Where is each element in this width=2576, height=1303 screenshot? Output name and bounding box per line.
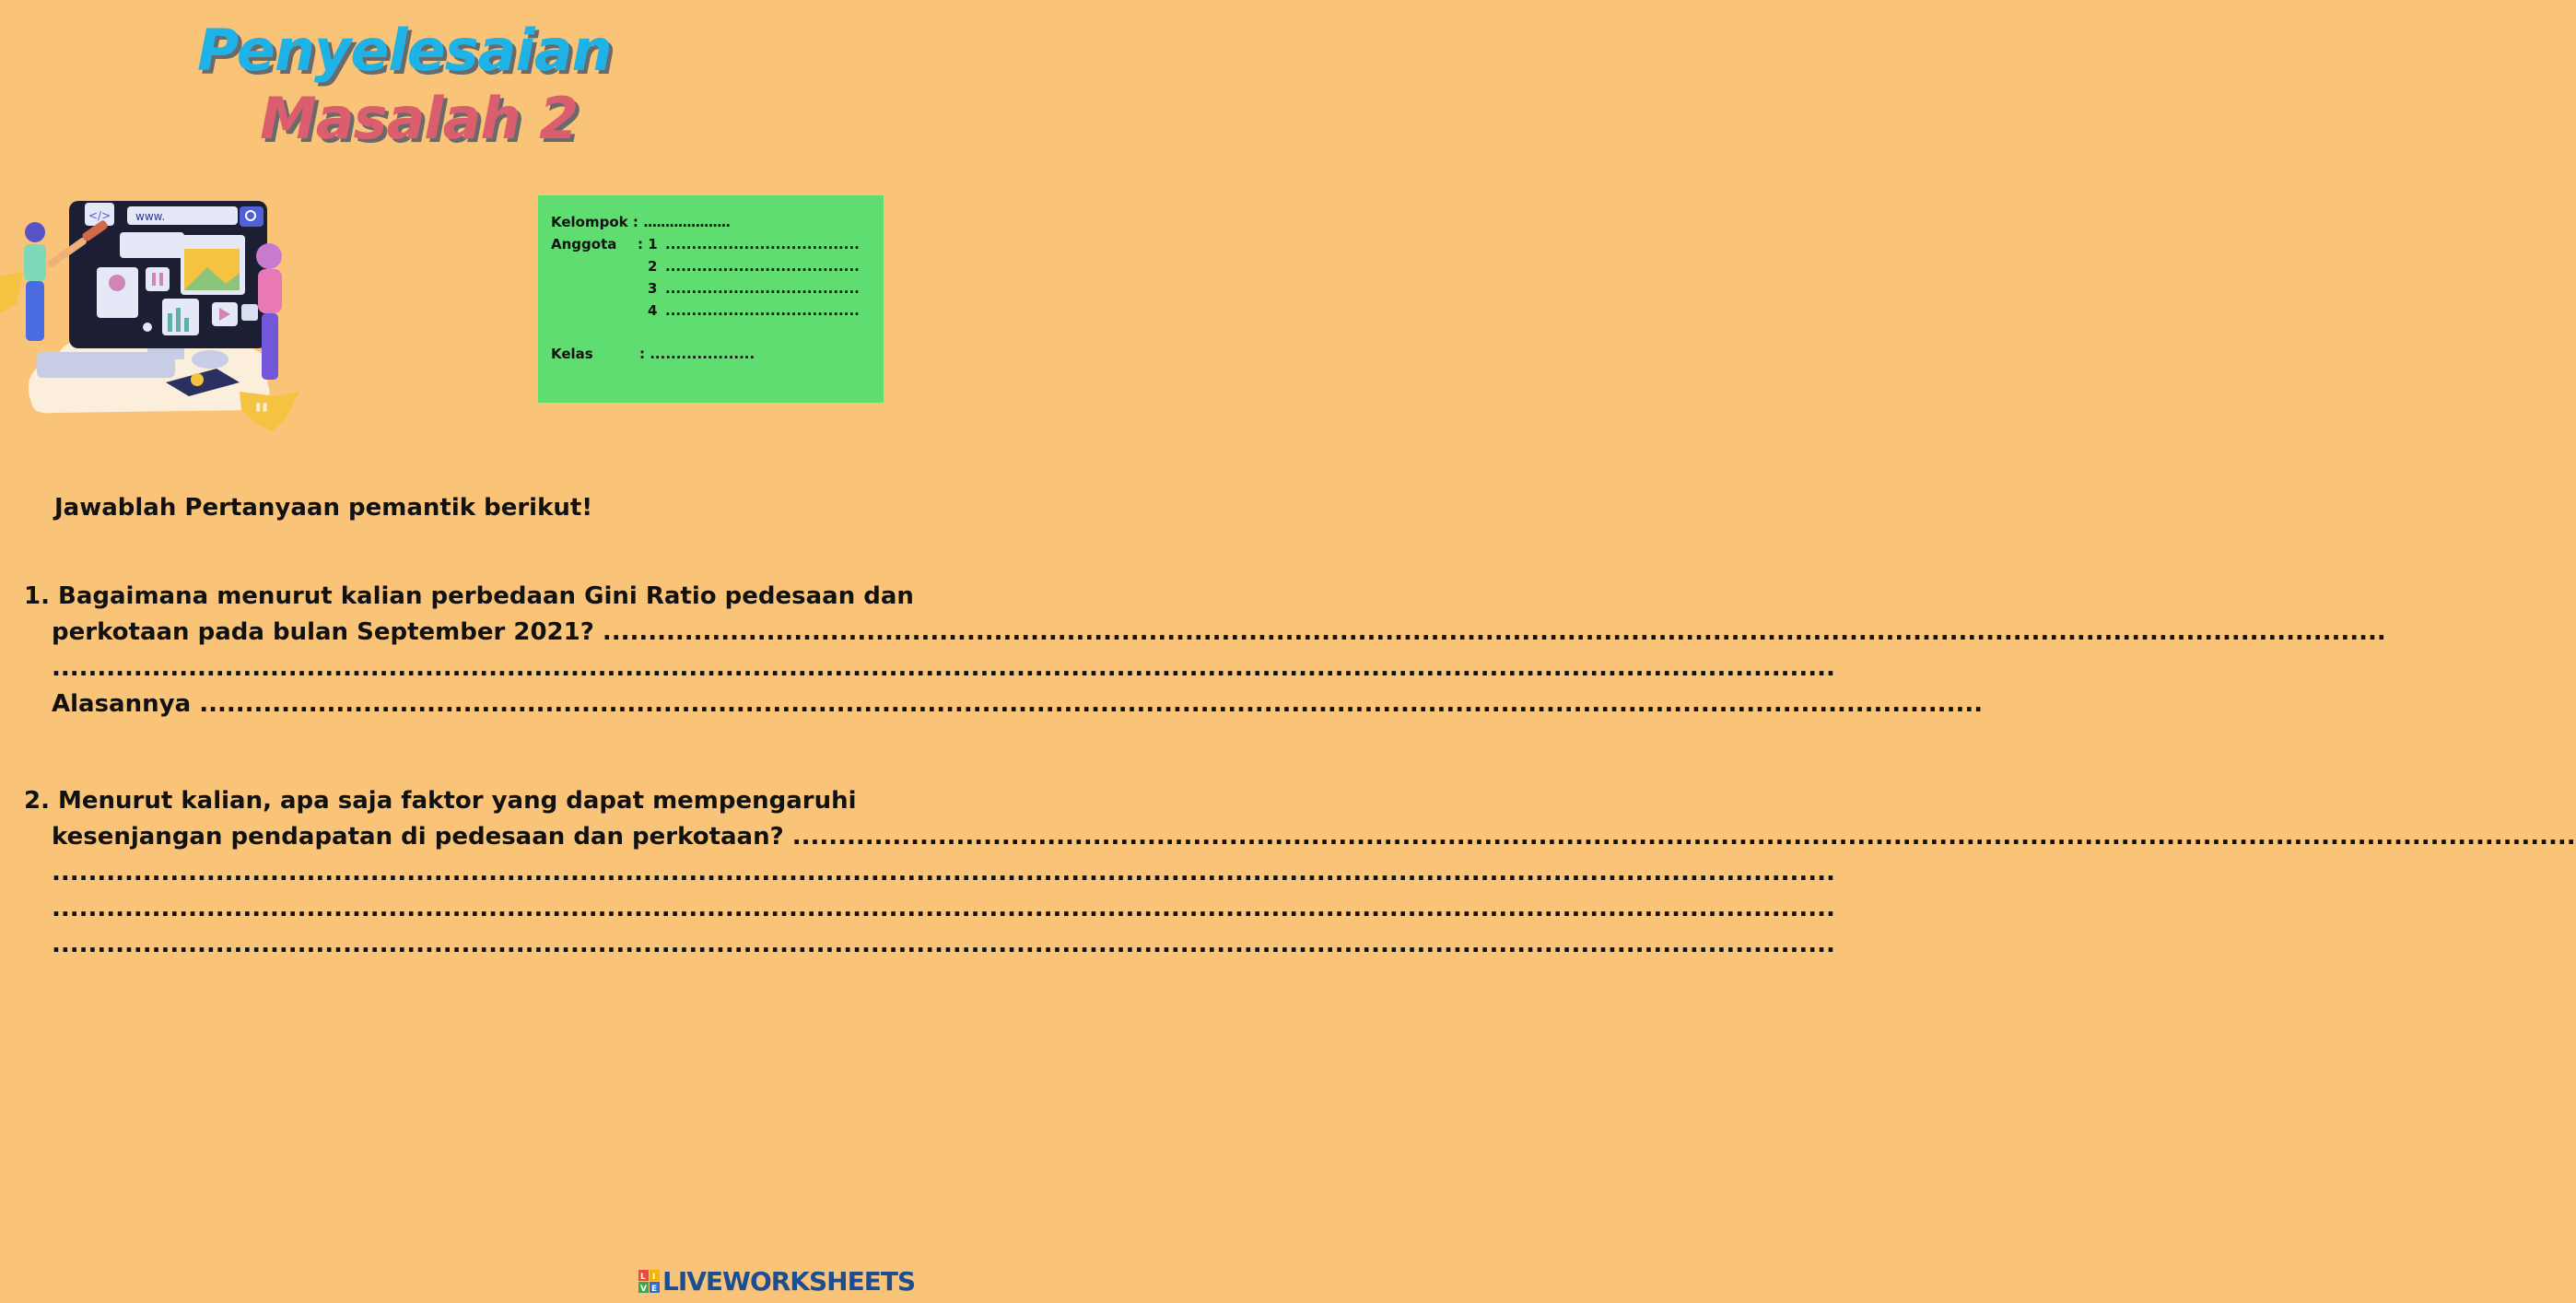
anggota-colon: : 1 <box>638 236 658 252</box>
question-1-text-line2: perkotaan pada bulan September 2021? <box>52 618 594 646</box>
member-field-1[interactable]: ..................................... <box>665 236 860 252</box>
svg-text:L: L <box>640 1273 646 1282</box>
kelompok-field[interactable]: .................... <box>643 214 731 230</box>
svg-text:V: V <box>640 1285 647 1294</box>
computer-design-illustration <box>0 184 313 442</box>
answer-2-field-c[interactable]: .................................................................................................................................................................................................... <box>52 895 1835 922</box>
answer-1-field-a[interactable]: .................................................................................................................................................................................................... <box>602 618 2386 646</box>
reason-1-line <box>52 690 1984 718</box>
answer-2-field-a[interactable]: .................................................................................................................................................................................................... <box>791 823 2576 851</box>
instruction-text: Jawablah Pertanyaan pemantik berikut! <box>54 494 593 522</box>
answer-2-field-b[interactable]: .................................................................................................................................................................................................... <box>52 859 1835 886</box>
member-number-2: 2 <box>648 258 658 275</box>
answer-2-line-d <box>52 931 1835 958</box>
kelompok-label: Kelompok : <box>551 214 638 230</box>
question-number-2: 2. <box>24 787 50 815</box>
page-subtitle: Masalah 2 <box>260 85 579 152</box>
anggota-label: Anggota <box>551 236 617 252</box>
svg-text:I: I <box>652 1273 656 1282</box>
member-field-2[interactable]: ..................................... <box>665 258 860 275</box>
question-number-1: 1. <box>24 582 50 610</box>
reason-label: Alasannya <box>52 690 192 718</box>
member-field-3[interactable]: ..................................... <box>665 280 860 297</box>
question-1-line2 <box>52 618 2386 646</box>
kelas-label: Kelas <box>551 346 593 362</box>
liveworksheets-logo-icon <box>638 1270 661 1294</box>
reason-1-field[interactable]: .................................................................................................................................................................................................... <box>199 690 1984 718</box>
kelas-field[interactable]: : .................... <box>639 346 755 362</box>
answer-2-line-b <box>52 859 1835 886</box>
svg-text:www.: www. <box>135 210 166 223</box>
member-number-4: 4 <box>648 302 658 319</box>
svg-text:": " <box>253 397 270 434</box>
question-2-text-line2: kesenjangan pendapatan di pedesaan dan perkotaan? <box>52 823 784 851</box>
svg-text:E: E <box>651 1285 658 1294</box>
brand-name: LIVEWORKSHEETS <box>662 1266 916 1297</box>
answer-1-field-b[interactable]: .................................................................................................................................................................................................... <box>52 654 1835 682</box>
question-2-line2 <box>52 823 2576 851</box>
svg-text:</>: </> <box>88 209 111 222</box>
group-info-box <box>538 195 884 403</box>
page-title: Penyelesaian <box>197 17 612 84</box>
liveworksheets-logo <box>638 1266 915 1297</box>
question-2 <box>24 787 857 815</box>
kelompok-row <box>551 214 730 230</box>
answer-1-line <box>52 654 1835 682</box>
question-1-text-line1: Bagaimana menurut kalian perbedaan Gini Ratio pedesaan dan <box>58 582 914 610</box>
question-2-text-line1: Menurut kalian, apa saja faktor yang dapat mempengaruhi <box>58 787 857 815</box>
answer-2-field-d[interactable]: .................................................................................................................................................................................................... <box>52 931 1835 958</box>
member-number-3: 3 <box>648 280 658 297</box>
question-1 <box>24 582 914 610</box>
answer-2-line-c <box>52 895 1835 922</box>
member-field-4[interactable]: ..................................... <box>665 302 860 319</box>
